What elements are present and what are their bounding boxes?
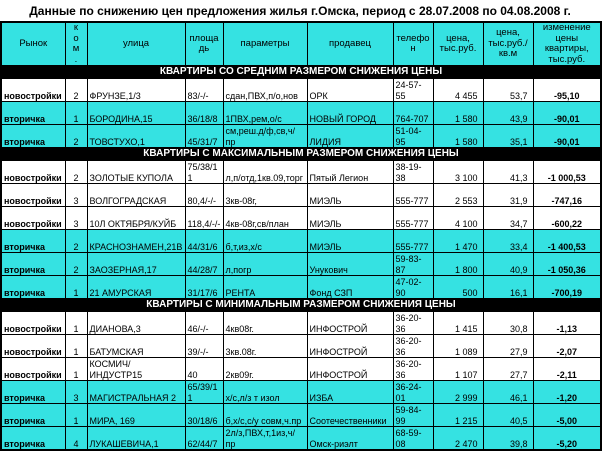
cell-market: вторичка (1, 276, 65, 299)
cell-rooms: 1 (65, 335, 87, 358)
cell-street: КОСМИЧ/ИНДУСТР15 (87, 358, 185, 381)
section-header-label: КВАРТИРЫ С МИНИМАЛЬНЫМ РАЗМЕРОМ СНИЖЕНИЯ ЦЕНЫ (1, 299, 601, 312)
cell-price_m2: 41,3 (483, 161, 533, 184)
cell-price: 1 089 (433, 335, 483, 358)
cell-market: новостройки (1, 312, 65, 335)
cell-seller: МИЭЛЬ (307, 230, 393, 253)
cell-street: БОРОДИНА,15 (87, 102, 185, 125)
cell-price_m2: 33,4 (483, 230, 533, 253)
cell-seller: Фонд СЗП (307, 276, 393, 299)
cell-phone: 555-777 (393, 207, 433, 230)
cell-rooms: 4 (65, 427, 87, 451)
cell-rooms: 1 (65, 102, 87, 125)
cell-area: 36/18/8 (185, 102, 223, 125)
table-row (1, 230, 601, 253)
cell-area: 118,4/-/- (185, 207, 223, 230)
cell-rooms: 3 (65, 207, 87, 230)
cell-area: 40 (185, 358, 223, 381)
cell-price_m2: 30,8 (483, 312, 533, 335)
table-row (1, 276, 601, 299)
section-header-row (1, 299, 601, 312)
cell-area: 80,4/-/- (185, 184, 223, 207)
section-header-row (1, 66, 601, 79)
cell-rooms: 3 (65, 381, 87, 404)
cell-params: сдан,ПВХ,п/о,нов (223, 79, 307, 102)
cell-seller: МИЭЛЬ (307, 184, 393, 207)
cell-params: РЕНТА (223, 276, 307, 299)
cell-rooms: 2 (65, 161, 87, 184)
cell-seller: Соотечественники (307, 404, 393, 427)
table-row (1, 427, 601, 451)
cell-params: б,х/с,с/у совм,ч.пр (223, 404, 307, 427)
column-header-price: цена, тыс.руб. (433, 22, 483, 66)
price-report-table (0, 21, 602, 451)
cell-change: -1 050,36 (533, 253, 601, 276)
cell-rooms: 3 (65, 184, 87, 207)
cell-area: 83/-/- (185, 79, 223, 102)
cell-price: 1 580 (433, 102, 483, 125)
cell-params: 4кв-08г,св/план (223, 207, 307, 230)
cell-price_m2: 16,1 (483, 276, 533, 299)
cell-phone: 24-57-55 (393, 79, 433, 102)
cell-change: -700,19 (533, 276, 601, 299)
cell-street: ЛУКАШЕВИЧА,1 (87, 427, 185, 451)
table-row (1, 125, 601, 148)
cell-price: 3 100 (433, 161, 483, 184)
cell-price: 500 (433, 276, 483, 299)
cell-market: вторичка (1, 427, 65, 451)
cell-market: вторичка (1, 404, 65, 427)
table-row (1, 161, 601, 184)
cell-market: вторичка (1, 253, 65, 276)
cell-street: ФРУНЗЕ,1/3 (87, 79, 185, 102)
cell-price: 2 553 (433, 184, 483, 207)
cell-params: см,реш.д/ф,св,ч/пр (223, 125, 307, 148)
cell-phone: 36-20-36 (393, 312, 433, 335)
cell-market: новостройки (1, 79, 65, 102)
cell-price: 2 470 (433, 427, 483, 451)
cell-phone: 47-02-90 (393, 276, 433, 299)
cell-change: -90,01 (533, 102, 601, 125)
section-header-label: КВАРТИРЫ СО СРЕДНИМ РАЗМЕРОМ СНИЖЕНИЯ ЦЕНЫ (1, 66, 601, 79)
column-header-seller: продавец (307, 22, 393, 66)
cell-params: л,погр (223, 253, 307, 276)
cell-price: 1 215 (433, 404, 483, 427)
cell-price_m2: 39,8 (483, 427, 533, 451)
table-row (1, 312, 601, 335)
cell-market: новостройки (1, 358, 65, 381)
cell-price_m2: 34,7 (483, 207, 533, 230)
cell-market: новостройки (1, 335, 65, 358)
cell-params: 4кв08г. (223, 312, 307, 335)
cell-price_m2: 40,5 (483, 404, 533, 427)
column-header-change: изменение цены квартиры, тыс.руб. (533, 22, 601, 66)
table-row (1, 184, 601, 207)
table-row (1, 253, 601, 276)
cell-params: 3кв-08г, (223, 184, 307, 207)
cell-change: -90,01 (533, 125, 601, 148)
cell-street: ВОЛГОГРАДСКАЯ (87, 184, 185, 207)
cell-phone: 555-777 (393, 230, 433, 253)
cell-price_m2: 27,9 (483, 335, 533, 358)
cell-seller: НОВЫЙ ГОРОД (307, 102, 393, 125)
cell-price_m2: 35,1 (483, 125, 533, 148)
cell-rooms: 2 (65, 125, 87, 148)
cell-price_m2: 40,9 (483, 253, 533, 276)
section-header-label: КВАРТИРЫ С МАКСИМАЛЬНЫМ РАЗМЕРОМ СНИЖЕНИЯ ЦЕНЫ (1, 148, 601, 161)
cell-change: -600,22 (533, 207, 601, 230)
cell-price: 1 470 (433, 230, 483, 253)
cell-street: МИРА, 169 (87, 404, 185, 427)
cell-phone: 38-19-38 (393, 161, 433, 184)
cell-rooms: 1 (65, 276, 87, 299)
cell-market: новостройки (1, 184, 65, 207)
cell-street: 10Л ОКТЯБРЯ/КУЙБ (87, 207, 185, 230)
cell-params: б,т,из,х/с (223, 230, 307, 253)
cell-street: БАТУМСКАЯ (87, 335, 185, 358)
cell-change: -95,10 (533, 79, 601, 102)
cell-params: х/с,л/з т изол (223, 381, 307, 404)
table-row (1, 404, 601, 427)
cell-change: -5,20 (533, 427, 601, 451)
table-row (1, 207, 601, 230)
cell-params: 2кв09г. (223, 358, 307, 381)
cell-market: вторичка (1, 102, 65, 125)
cell-seller: ИНФОСТРОЙ (307, 358, 393, 381)
column-header-phone: телефон (393, 22, 433, 66)
cell-rooms: 2 (65, 253, 87, 276)
cell-phone: 59-84-99 (393, 404, 433, 427)
cell-params: 2л/з,ПВХ,т,1из,ч/пр (223, 427, 307, 451)
cell-seller: ЛИДИЯ (307, 125, 393, 148)
cell-change: -1,13 (533, 312, 601, 335)
cell-area: 65/39/11 (185, 381, 223, 404)
cell-area: 45/31/7 (185, 125, 223, 148)
cell-market: вторичка (1, 230, 65, 253)
cell-area: 39/-/- (185, 335, 223, 358)
cell-params: 3кв.08г. (223, 335, 307, 358)
cell-area: 31/17/6 (185, 276, 223, 299)
column-header-market: Рынок (1, 22, 65, 66)
table-row (1, 79, 601, 102)
cell-price: 1 580 (433, 125, 483, 148)
cell-street: ТОВСТУХО,1 (87, 125, 185, 148)
cell-price: 1 415 (433, 312, 483, 335)
cell-street: МАГИСТРАЛЬНАЯ 2 (87, 381, 185, 404)
cell-seller: МИЭЛЬ (307, 207, 393, 230)
column-header-street: улица (87, 22, 185, 66)
header-row (1, 22, 601, 66)
cell-street: ДИАНОВА,3 (87, 312, 185, 335)
cell-seller: Пятый Легион (307, 161, 393, 184)
cell-area: 46/-/- (185, 312, 223, 335)
cell-change: -5,00 (533, 404, 601, 427)
column-header-rooms: ком. (65, 22, 87, 66)
cell-market: вторичка (1, 125, 65, 148)
cell-price: 2 999 (433, 381, 483, 404)
cell-phone: 51-04-95 (393, 125, 433, 148)
cell-change: -1,20 (533, 381, 601, 404)
cell-area: 44/31/6 (185, 230, 223, 253)
cell-price_m2: 46,1 (483, 381, 533, 404)
cell-seller: Омск-риэлт (307, 427, 393, 451)
cell-market: вторичка (1, 381, 65, 404)
cell-phone: 59-83-87 (393, 253, 433, 276)
cell-rooms: 2 (65, 230, 87, 253)
cell-street: 21 АМУРСКАЯ (87, 276, 185, 299)
cell-price: 1 800 (433, 253, 483, 276)
cell-rooms: 1 (65, 312, 87, 335)
table-row (1, 335, 601, 358)
table-row (1, 381, 601, 404)
cell-price_m2: 31,9 (483, 184, 533, 207)
cell-phone: 555-777 (393, 184, 433, 207)
cell-rooms: 1 (65, 358, 87, 381)
section-header-row (1, 148, 601, 161)
column-header-price_m2: цена, тыс.руб./кв.м (483, 22, 533, 66)
cell-change: -2,11 (533, 358, 601, 381)
cell-seller: ОРК (307, 79, 393, 102)
cell-rooms: 2 (65, 79, 87, 102)
cell-seller: ИНФОСТРОЙ (307, 335, 393, 358)
report-title: Данные по снижению цен предложения жилья г.Омска, период с 28.07.2008 по 04.08.2008 г. (29, 4, 571, 18)
cell-phone: 36-24-01 (393, 381, 433, 404)
cell-seller: ИЗБА (307, 381, 393, 404)
cell-phone: 68-59-08 (393, 427, 433, 451)
cell-area: 75/38/11 (185, 161, 223, 184)
cell-params: 1ПВХ,рем,о/с (223, 102, 307, 125)
cell-phone: 36-20-36 (393, 358, 433, 381)
column-header-area: площадь (185, 22, 223, 66)
cell-price_m2: 43,9 (483, 102, 533, 125)
cell-price: 1 107 (433, 358, 483, 381)
cell-market: новостройки (1, 207, 65, 230)
column-header-params: параметры (223, 22, 307, 66)
cell-street: ЗАОЗЕРНАЯ,17 (87, 253, 185, 276)
cell-phone: 36-20-36 (393, 335, 433, 358)
cell-street: ЗОЛОТЫЕ КУПОЛА (87, 161, 185, 184)
table-row (1, 102, 601, 125)
cell-seller: Унукович (307, 253, 393, 276)
cell-params: л,п/отд,1кв.09,торг (223, 161, 307, 184)
cell-seller: ИНФОСТРОЙ (307, 312, 393, 335)
cell-area: 30/18/6 (185, 404, 223, 427)
cell-street: КРАСНОЗНАМЕН,21В (87, 230, 185, 253)
cell-phone: 764-707 (393, 102, 433, 125)
cell-area: 44/28/7 (185, 253, 223, 276)
cell-price_m2: 53,7 (483, 79, 533, 102)
cell-market: новостройки (1, 161, 65, 184)
cell-change: -2,07 (533, 335, 601, 358)
cell-rooms: 1 (65, 404, 87, 427)
cell-price_m2: 27,7 (483, 358, 533, 381)
cell-price: 4 100 (433, 207, 483, 230)
cell-change: -747,16 (533, 184, 601, 207)
cell-change: -1 400,53 (533, 230, 601, 253)
table-row (1, 358, 601, 381)
cell-change: -1 000,53 (533, 161, 601, 184)
cell-area: 62/44/7 (185, 427, 223, 451)
cell-price: 4 455 (433, 79, 483, 102)
